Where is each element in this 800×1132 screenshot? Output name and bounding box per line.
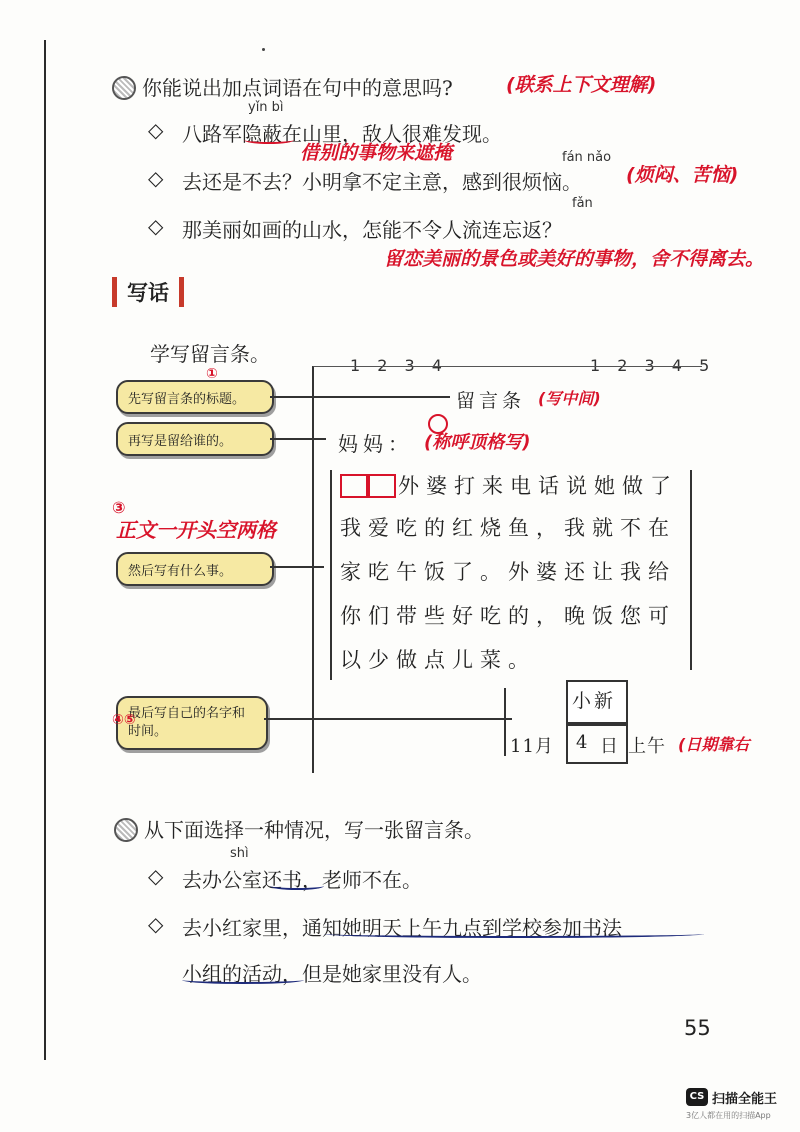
- bullet-1: ◇: [148, 118, 164, 142]
- answer-3: 留恋美丽的景色或美好的事物，舍不得离去。: [384, 248, 765, 270]
- guide-box-recipient-text: 再写是留给谁的。: [128, 433, 233, 449]
- answer-1: 借别的事物来遮掩: [300, 142, 453, 164]
- guide-mark-3: ③: [112, 498, 126, 517]
- indent-box-1: [340, 474, 368, 498]
- guide-box-title-text: 先写留言条的标题。: [128, 391, 246, 407]
- scan-speck: [262, 48, 265, 51]
- question-icon: [112, 76, 136, 100]
- body-left-rule: [330, 470, 332, 680]
- bullet-3: ◇: [148, 214, 164, 238]
- sentence-1: 八路军隐蔽在山里，敌人很难发现。: [182, 122, 502, 146]
- pinyin-yinbi: yǐn bì: [248, 100, 284, 115]
- guide-box-signature-text: 最后写自己的名字和时间。: [128, 706, 246, 739]
- scanner-tagline: 3亿人都在用的扫描App: [686, 1111, 771, 1120]
- question1-hint: (联系上下文理解): [506, 74, 657, 96]
- note-body-line-1: 外婆打来电话说她做了: [398, 474, 678, 498]
- note-date-month: 11月: [510, 736, 554, 757]
- sentence-2: 去还是不去？小明拿不定主意，感到很烦恼。: [182, 170, 582, 194]
- guide-box-body: [116, 552, 274, 586]
- bullet-5: ◇: [148, 912, 164, 936]
- note-date-annotation: (日期靠右: [678, 735, 750, 754]
- body-right-rule: [690, 470, 692, 670]
- bullet-4: ◇: [148, 864, 164, 888]
- guide-mark-1: ①: [206, 366, 218, 382]
- section-title: 写话: [127, 280, 169, 305]
- pinyin-fannao: fán nǎo: [562, 150, 612, 165]
- pinyin-fan: fǎn: [572, 196, 593, 211]
- binding-margin-line: [44, 40, 46, 1060]
- sentence-3: 那美丽如画的山水，怎能不令人流连忘返？: [182, 218, 562, 242]
- note-date-time: 上午: [628, 736, 666, 757]
- guide-mark-45: ④⑤: [112, 712, 136, 728]
- note-body-line-2: 我爱吃的红烧鱼，我就不在: [340, 516, 676, 540]
- section-intro: 学写留言条。: [150, 342, 270, 366]
- section-bar-right: [179, 277, 184, 307]
- underline-yinbi: [244, 136, 294, 144]
- task-option-2-line-1: 去小红家里，通知她明天上午九点到学校参加书法: [182, 916, 622, 940]
- note-title-annotation: (写中间): [538, 389, 601, 408]
- underline-option-2-line-1: [324, 930, 704, 938]
- guide-box-recipient: [116, 422, 274, 456]
- note-body-line-4: 你们带些好吃的，晚饭您可: [340, 604, 676, 628]
- bullet-2: ◇: [148, 166, 164, 190]
- paragraph-note: 正文一开头空两格: [116, 518, 276, 542]
- number-marks-left: 1 2 3 4: [350, 356, 448, 375]
- indent-box-2: [368, 474, 396, 498]
- note-signature: 小新: [572, 690, 617, 712]
- underline-huanshu: [270, 882, 324, 890]
- question2-prompt: 从下面选择一种情况，写一张留言条。: [144, 818, 484, 842]
- page-number: 55: [684, 1016, 711, 1040]
- note-body-line-3: 家吃午饭了。外婆还让我给: [340, 560, 676, 584]
- date-left-rule: [504, 688, 506, 756]
- guide-box-signature: [116, 696, 268, 750]
- task-option-1: 去办公室还书，老师不在。: [182, 868, 422, 892]
- guide-box-body-text: 然后写有什么事。: [128, 563, 233, 579]
- guide-box-title: [116, 380, 274, 414]
- note-body-line-5: 以少做点儿菜。: [340, 648, 536, 672]
- note-date-day-unit: 日: [600, 736, 619, 757]
- pinyin-shi: shì: [230, 846, 249, 861]
- number-marks-right: 1 2 3 4 5: [590, 356, 716, 375]
- scanner-logo-icon: CS: [686, 1088, 708, 1106]
- question1-prompt: 你能说出加点词语在句中的意思吗?: [142, 76, 453, 100]
- scanner-watermark: [686, 1086, 796, 1126]
- note-recipient-annotation: (称呼顶格写): [424, 432, 531, 453]
- note-title: 留言条: [456, 390, 526, 412]
- note-recipient: 妈妈：: [338, 432, 413, 456]
- task-icon: [114, 818, 138, 842]
- section-tag-writing: [112, 274, 184, 310]
- answer-2: (烦闷、苦恼): [626, 164, 739, 186]
- note-date-day: 4: [576, 732, 589, 753]
- underline-option-2-line-2: [182, 976, 304, 984]
- scanner-brand: 扫描全能王: [712, 1092, 778, 1107]
- task-option-2-line-2: 小组的活动，但是她家里没有人。: [182, 962, 482, 986]
